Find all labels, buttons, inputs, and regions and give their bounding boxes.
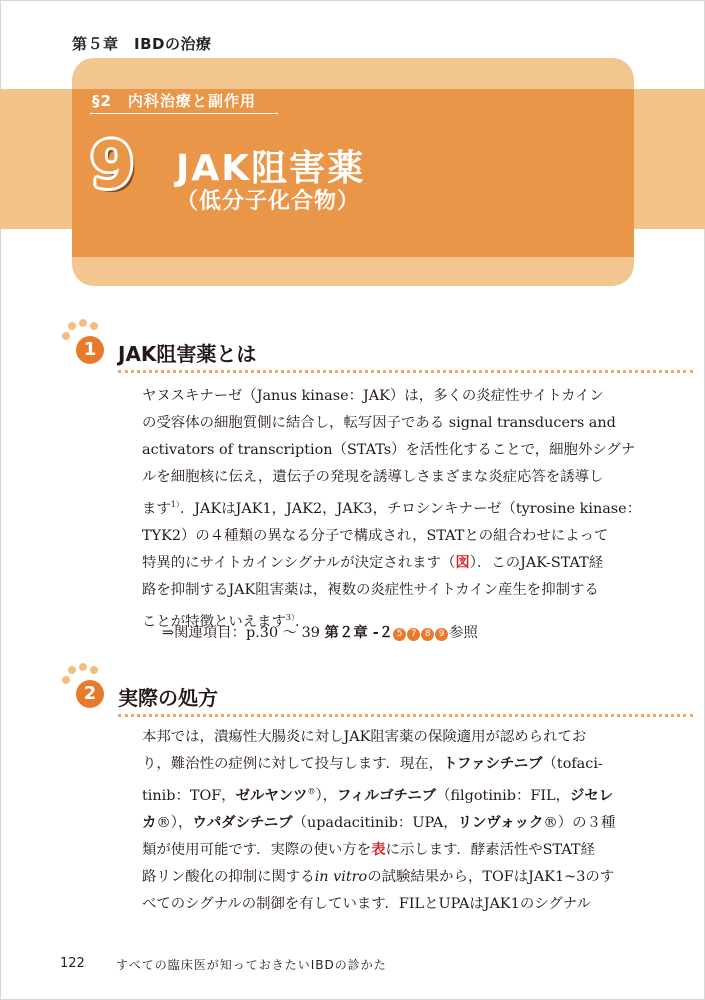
section-number-badge: 2	[76, 680, 104, 708]
chapter-header: 第５章 IBDの治療	[72, 35, 212, 53]
text-line: TYK2）の４種類の異なる分子で構成され，STATとの組合わせによって	[142, 527, 609, 544]
section-heading-text: JAK阻害薬とは	[118, 342, 257, 366]
drug-name: ウパダシチニブ	[192, 814, 293, 831]
page-title: JAK阻害薬	[176, 148, 366, 189]
ref-circle: 8	[421, 628, 434, 641]
ref-circle: 5	[393, 628, 406, 641]
dotted-rule	[118, 714, 693, 717]
drug-name: フィルゴチニブ	[337, 787, 437, 804]
book-title: すべての臨床医が知っておきたいIBDの診かた	[116, 958, 387, 972]
text-line: カ®），ウパダシチニブ（upadacitinib：UPA，リンヴォック®）の３種	[142, 814, 616, 831]
page-number: 122	[60, 956, 85, 971]
section-number-badge: 1	[76, 336, 104, 364]
text-line: 特異的にサイトカインシグナルが決定されます（図）．このJAK-STAT経	[142, 554, 604, 571]
figure-link[interactable]: 図	[455, 554, 470, 571]
section-2-body	[142, 724, 622, 918]
ref-circle: 7	[407, 628, 420, 641]
dotted-rule	[118, 370, 693, 373]
text-line: 類が使用可能です．実際の使い方を表に示します．酵素活性やSTAT経	[142, 841, 595, 858]
table-link[interactable]: 表	[371, 841, 386, 858]
text-line: activators of transcription（STATs）を活性化することで，細胞外シグナ	[142, 442, 636, 458]
text-line: 本邦では，潰瘍性大腸炎に対しJAK阻害薬の保険適用が認められてお	[142, 729, 587, 745]
section-heading-text: 実際の処方	[118, 686, 218, 710]
text-line: べてのシグナルの制御を有しています．FILとUPAはJAK1のシグナル	[142, 895, 591, 912]
page-subtitle: （低分子化合物）	[176, 189, 361, 214]
text-line: tinib：TOF，ゼルヤンツ®），フィルゴチニブ（filgotinib：FIL，ジセレ	[142, 787, 614, 804]
text-line: ます$^{1)}$．JAKはJAK1，JAK2，JAK3，チロシンキナーゼ（tyrosine kinase：	[142, 500, 642, 517]
text-line: ことが特徴といえます$^{3)}$．	[142, 612, 310, 630]
text-line: ヤヌスキナーゼ（Janus kinase：JAK）は，多くの炎症性サイトカイン	[142, 388, 604, 404]
drug-name: ゼルヤンツ	[235, 787, 308, 804]
item-number: 9	[90, 129, 135, 203]
text-line: り，難治性の症例に対して投与します．現在，トファシチニブ（tofaci-	[142, 756, 603, 772]
citation: 3）	[285, 612, 296, 622]
section-label: §2 内科治療と副作用	[92, 92, 256, 110]
text-line: 路リン酸化の抑制に関するin vitroの試験結果から，TOFはJAK1~3のす	[142, 868, 615, 885]
drug-name: トファシチニブ	[443, 756, 543, 772]
text-line: ルを細胞核に伝え，遺伝子の発現を誘導しさまざまな炎症応答を誘導し	[142, 469, 604, 485]
section-1-body	[142, 383, 642, 636]
related-items[interactable]: ⇒関連項目：p.30 〜 39 第２章 -２ 5 7 8 9 参照	[162, 625, 478, 641]
drug-name: ジセレ	[570, 787, 614, 804]
text-line: の受容体の細胞質側に結合し，転写因子である signal transducers and	[142, 415, 616, 431]
text-line: 路を抑制するJAK阻害薬は，複数の炎症性サイトカイン産生を抑制する	[142, 581, 599, 598]
drug-name: リンヴォック	[457, 814, 544, 831]
section-underline	[90, 113, 278, 114]
ref-circle: 9	[435, 628, 448, 641]
citation: 1）	[170, 500, 180, 509]
